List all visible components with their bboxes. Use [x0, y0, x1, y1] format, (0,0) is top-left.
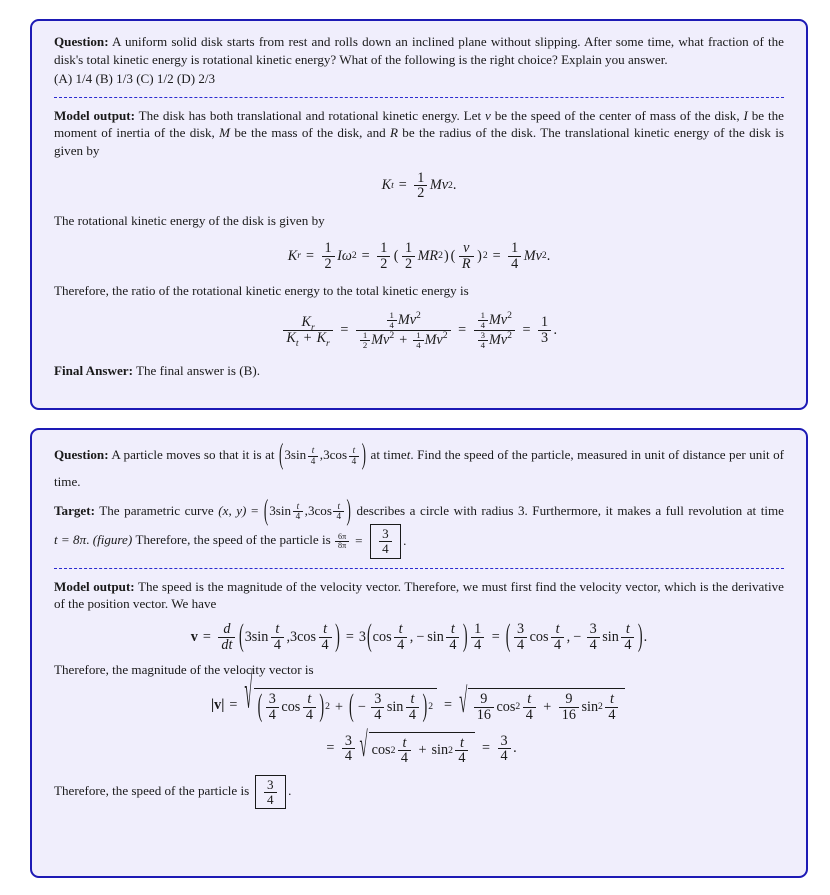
mag2-sin-t: t	[459, 734, 464, 751]
target-figure-note: (figure)	[92, 532, 133, 548]
vel-t-1: t	[275, 620, 280, 637]
t-frac-1-den: 4	[293, 511, 304, 522]
model-output-block-2	[54, 578, 784, 613]
question-block-1	[54, 33, 784, 68]
model-output-text-3: Therefore, the ratio of the rotational kinetic energy to the total kinetic energy is	[54, 283, 469, 299]
model-output-text-2a: The speed is the magnitude of the velocity vector. Therefore, we must first find the velocity vector, which is the derivative of the position vector. We have	[54, 578, 784, 612]
model-output-text-2b: Therefore, the magnitude of the velocity vector is	[54, 662, 314, 678]
q-frac-1-den: 4	[308, 456, 319, 467]
target-equals: =	[250, 502, 259, 518]
mag-sin-b: sin	[386, 698, 404, 715]
ratio-right-num-frac	[478, 311, 488, 330]
vel-paren-open-1: (	[238, 618, 244, 655]
kr-eq2: =	[361, 247, 370, 264]
vel-34b-den: 4	[587, 637, 600, 653]
var-M: M	[219, 125, 231, 141]
vel-minus-2: −	[573, 628, 582, 645]
kr-paren-close-2: )	[477, 247, 482, 264]
var-I: I	[743, 107, 748, 123]
mag-a-4: 4	[303, 707, 316, 723]
kr-f1-den: 2	[322, 256, 335, 272]
ratio-mid-den-f2-den: 4	[413, 340, 423, 350]
vel-onefour-den: 4	[471, 637, 484, 653]
final-boxed-num: 3	[267, 777, 274, 793]
equation-kt: K t = $\frac{1}{2}$ Mv 2 .	[381, 169, 457, 202]
ratio-mid-den	[356, 330, 451, 350]
equation-magnitude-line2	[54, 726, 784, 767]
vel-34b-num: 3	[589, 620, 597, 637]
mag2-sin-4: 4	[455, 750, 468, 766]
ratio-den-sub1: t	[295, 338, 299, 350]
mag2-34-num: 3	[344, 732, 352, 749]
target-xy: (x, y)	[218, 502, 247, 518]
ratio-num-K: K	[301, 314, 311, 331]
vel-4-2: 4	[319, 637, 332, 653]
kr-frac-1	[322, 241, 335, 272]
final-speed-text: Therefore, the speed of the particle is	[54, 783, 250, 799]
kr-f1-num: 1	[324, 239, 332, 256]
vel-cos-1: cos	[297, 628, 316, 645]
mag-sqrt-1: √ ( $\frac{3}{4}$ cos $\frac{t}{4}$ ) 2 + ( − $\frac{3}{4}$ sin $\frac{t}{4}$ ) 2	[244, 688, 437, 723]
mag2-sin: sin	[431, 742, 449, 759]
vel-c3b: 3	[289, 628, 298, 645]
ratio-mid-den-b2-exp: 2	[442, 330, 448, 342]
q-frac-1	[308, 446, 319, 466]
mag2-eq: =	[481, 740, 490, 757]
ratio-lhs-fraction	[283, 314, 332, 350]
vel-t-5: t	[555, 620, 560, 637]
t-coef-1: 3	[269, 502, 276, 518]
ratio-mid-num-body: Mv	[397, 311, 417, 328]
vel-34a-num: 3	[516, 620, 525, 637]
ratio-right-fraction	[474, 311, 515, 351]
ratio-mid-num-frac	[387, 311, 397, 330]
ratio-num-sub: r	[310, 322, 315, 334]
target-speed-num: 6π	[338, 531, 347, 541]
vel-paren-close-1: )	[335, 618, 340, 655]
mag2-period: .	[513, 740, 517, 757]
q-comma: ,	[319, 447, 324, 462]
vel-comma-3: ,	[566, 628, 571, 645]
mag-frac-dt	[605, 692, 618, 723]
kt-equals: =	[398, 177, 407, 194]
ratio-mid-den-f1-den: 2	[360, 340, 370, 350]
question-point-expr	[278, 436, 367, 471]
ratio-right-den-f-den: 4	[478, 340, 488, 350]
mag-cos-c: cos	[496, 698, 516, 715]
kt-period: .	[452, 177, 457, 194]
example-card-2	[30, 428, 808, 878]
t-comma: ,	[304, 502, 308, 518]
vel-cos-2: cos	[372, 628, 392, 645]
vel-4-4: 4	[446, 637, 459, 653]
mag2-res-num: 3	[500, 732, 508, 749]
vel-frac-t4-1	[271, 622, 284, 653]
mag2-result-fraction	[498, 734, 511, 765]
target-speed-den: 8π	[335, 541, 349, 550]
vel-d: d	[223, 620, 231, 637]
vel-frac-t4-4	[446, 622, 459, 653]
radical-icon-2: √	[459, 682, 468, 721]
ratio-final-fraction	[538, 315, 551, 346]
target-t-value: t = 8π	[54, 532, 87, 548]
question-label-2: Question:	[54, 447, 109, 462]
kr-frac-4	[508, 241, 521, 272]
vel-period: .	[643, 628, 648, 645]
target-point-expr	[263, 492, 352, 526]
equation-ratio	[54, 311, 784, 351]
mag2-res-den: 4	[498, 748, 511, 764]
t-frac-1-num: t	[296, 500, 300, 511]
mag-paren-close-1: )	[319, 688, 325, 725]
mag-b-t: t	[410, 691, 415, 708]
kr-frac-vR	[459, 241, 474, 272]
ratio-final-num: 1	[540, 314, 549, 331]
ratio-middle-fraction	[356, 311, 451, 351]
kr-frac-2	[377, 241, 390, 272]
vel-comma-2: ,	[409, 628, 414, 645]
q-paren-close: )	[361, 436, 367, 471]
mag-b-4: 4	[406, 707, 419, 723]
kr-eq1: =	[305, 247, 314, 264]
vel-cos-3: cos	[529, 628, 549, 645]
mag-frac-d	[559, 692, 579, 723]
vel-frac-t4-2	[319, 622, 332, 653]
vel-t-2: t	[323, 620, 328, 637]
ratio-mid-den-b1: Mv	[371, 332, 390, 349]
target-block	[54, 492, 784, 559]
model-output-label-2: Model output:	[54, 578, 135, 594]
vel-paren-close-2: )	[462, 618, 468, 655]
ratio-den-K2: K	[316, 330, 327, 347]
vel-frac-t4-6	[621, 622, 634, 653]
vel-t-6: t	[625, 620, 630, 637]
ratio-right-den	[474, 330, 515, 350]
mag2-cos: cos	[371, 742, 391, 759]
model-output-text-1a: The disk has both translational and rotational kinetic energy. Let	[138, 107, 482, 123]
vel-sin-2: sin	[427, 628, 444, 645]
section-separator-2	[54, 568, 784, 569]
vel-frac-t4-3	[394, 622, 407, 653]
mag-cos-a: cos	[281, 698, 301, 715]
mag-sqrt-2: √ $\frac{9}{16}$ cos 2 $\frac{t}{4}$ + $\frac{9}{16}$ sin 2 $\frac{t}{4}$	[459, 688, 625, 723]
vel-paren-open-2: (	[366, 618, 372, 655]
vel-4-6: 4	[621, 637, 634, 653]
final-boxed-fraction	[264, 778, 277, 806]
ratio-right-den-exp: 2	[507, 330, 512, 342]
mag-paren-open-1: (	[257, 688, 263, 725]
kr-f4-num: 1	[511, 239, 519, 256]
vel-eq2: =	[345, 628, 354, 645]
question-choices-1: (A) 1/4 (B) 1/3 (C) 1/2 (D) 2/3	[54, 71, 216, 87]
q-coef-1: 3	[284, 447, 291, 462]
ratio-mid-den-f2	[413, 331, 423, 350]
ratio-mid-num-exp: 2	[416, 310, 421, 322]
radical-icon-3: √	[359, 726, 368, 764]
kr-t2-body: MR	[417, 247, 439, 264]
q-frac-2	[349, 446, 360, 466]
ratio-right-num	[474, 311, 515, 330]
t-sin: sin	[275, 502, 292, 518]
t-frac-1	[293, 502, 304, 522]
mag2-plus: +	[418, 742, 427, 759]
vel-sin-1: sin	[251, 628, 269, 645]
kr-paren-open-2: (	[450, 247, 456, 264]
ratio-den-plus: +	[303, 330, 312, 347]
kr-frac-3	[402, 241, 415, 272]
mag-b-den: 4	[371, 707, 384, 723]
model-output-text-1e: be the radius of the disk. The translational kinetic energy of the disk is given by	[54, 125, 784, 159]
ratio-right-num-body: Mv	[488, 311, 508, 328]
mag-d-den: 16	[559, 707, 579, 723]
vel-minus-1: −	[416, 628, 425, 645]
q-coef-2: 3	[323, 447, 330, 462]
kt-fraction	[414, 171, 427, 202]
kr-vR-den: R	[459, 256, 474, 272]
mag-c-num: 9	[480, 691, 488, 708]
q-frac-2-num: t	[352, 444, 356, 455]
mag-frac-at	[303, 692, 316, 723]
mag-c-den: 16	[474, 707, 494, 723]
var-R: R	[389, 125, 398, 141]
t-frac-2	[333, 502, 344, 522]
mag-frac-ct	[523, 692, 536, 723]
kr-period: .	[546, 247, 551, 264]
ratio-right-den-body: Mv	[488, 332, 508, 349]
ratio-mid-den-b2: Mv	[424, 332, 443, 349]
mag2-cos-4: 4	[398, 750, 411, 766]
target-boxed-den: 4	[379, 541, 392, 556]
kr-f3-num: 1	[405, 239, 413, 256]
final-answer-text-1: The final answer is (B).	[135, 362, 260, 378]
kr-f4-den: 4	[508, 256, 521, 272]
t-paren-open: (	[263, 492, 269, 526]
model-output-text-1b: be the speed of the center of mass of the disk,	[494, 107, 740, 123]
vel-ddt	[218, 622, 235, 653]
mag-d-num: 9	[565, 691, 573, 708]
model-output-label-1: Model output:	[54, 107, 135, 123]
kt-frac-den: 2	[414, 185, 427, 201]
mag-lhs: |v|	[211, 696, 225, 713]
mag-frac-b	[371, 692, 384, 723]
vel-frac-34a	[514, 622, 527, 653]
vel-4-5: 4	[551, 637, 564, 653]
final-answer-line-1	[54, 362, 784, 380]
model-output-text-1d: be the mass of the disk, and	[234, 125, 386, 141]
final-answer-label-1: Final Answer:	[54, 362, 133, 378]
kr-f2-den: 2	[377, 256, 390, 272]
equation-velocity	[54, 618, 784, 655]
target-period-2: .	[403, 532, 407, 548]
mag-paren-open-2: (	[348, 688, 354, 725]
target-boxed-answer	[370, 524, 402, 558]
q-paren-open: (	[279, 436, 284, 471]
kr-t4: Mv	[523, 247, 542, 264]
kr-vR-num: v	[463, 239, 470, 256]
t-frac-2-den: 4	[333, 511, 344, 522]
mag2-frac-sin-t	[455, 736, 468, 767]
kr-paren-open-1: (	[393, 247, 399, 264]
mag2-frac-cos-t	[398, 736, 411, 767]
mag-eq2: =	[444, 696, 453, 713]
mag-plus-1: +	[334, 698, 343, 715]
mag-c-4: 4	[523, 707, 536, 723]
q-frac-2-den: 4	[349, 456, 360, 467]
vel-three: 3	[358, 628, 366, 645]
ratio-mid-num-f-num: 1	[389, 309, 394, 320]
ratio-right-num-f-num: 1	[480, 309, 485, 320]
question-block-2	[54, 436, 784, 496]
ratio-right-num-f-den: 4	[478, 320, 488, 330]
vel-34a-den: 4	[514, 637, 527, 653]
vel-paren-open-3: (	[505, 618, 511, 655]
target-period-1: .	[86, 532, 90, 548]
var-v: v	[485, 107, 491, 123]
kt-frac-num: 1	[417, 169, 425, 186]
final-speed-line	[54, 775, 784, 809]
mag-b-num: 3	[374, 691, 382, 708]
vel-4-1: 4	[271, 637, 284, 653]
model-output-text-1c: be the moment of inertia of the disk,	[54, 107, 784, 141]
ratio-den-K1: K	[286, 330, 296, 347]
example-card-1	[30, 19, 808, 410]
vel-paren-close-3: )	[637, 618, 643, 655]
vel-eq3: =	[491, 628, 500, 645]
mag-a-den: 4	[266, 707, 279, 723]
vel-c3a: 3	[244, 628, 252, 645]
t-cos: cos	[314, 502, 332, 518]
vel-frac-34b	[587, 622, 600, 653]
vel-4-3: 4	[394, 637, 407, 653]
kr-paren-close-1: )	[443, 247, 449, 264]
model-output-block-1	[54, 107, 784, 160]
kr-f2-num: 1	[380, 239, 388, 256]
question-text-2b: at time	[370, 447, 407, 462]
t-paren-close: )	[346, 492, 351, 526]
final-speed-period: .	[288, 783, 292, 799]
target-text-b: describes a circle with radius 3. Furthermore, it makes a full revolution at time	[356, 502, 784, 518]
ratio-period: .	[553, 322, 558, 339]
question-var-t: t	[406, 447, 411, 462]
vel-eq1: =	[202, 628, 211, 645]
ratio-mid-num	[356, 311, 451, 330]
vel-dt: dt	[218, 637, 235, 653]
ratio-mid-den-b1-exp: 2	[389, 330, 395, 342]
mag2-cos-t: t	[402, 734, 407, 751]
t-frac-2-num: t	[337, 500, 341, 511]
mag-paren-close-2: )	[422, 688, 428, 725]
mag-d-t: t	[609, 691, 614, 708]
vel-frac-onefour	[471, 622, 484, 653]
final-boxed-answer	[255, 775, 287, 809]
mag-eq1: =	[229, 696, 238, 713]
ratio-eq2: =	[458, 322, 467, 339]
q-cos: cos	[329, 447, 348, 462]
ratio-lhs-num	[283, 314, 332, 334]
section-separator-1	[54, 97, 784, 98]
mag2-34-den: 4	[342, 748, 355, 764]
ratio-lhs-den	[283, 330, 332, 350]
ratio-right-den-f-num: 3	[480, 330, 485, 341]
mag-frac-c	[474, 692, 494, 723]
kr-t1: Iω	[337, 247, 352, 264]
ratio-eq1: =	[340, 322, 349, 339]
ratio-mid-den-f2-num: 1	[416, 330, 421, 341]
question-text-2c: . Find the speed of the particle, measured in unit of distance per unit of time.	[54, 447, 784, 489]
mag-a-num: 3	[268, 691, 276, 708]
mag-frac-a	[266, 692, 279, 723]
ratio-eq3: =	[522, 322, 531, 339]
mag-minus: −	[357, 698, 366, 715]
vel-t-3: t	[398, 620, 403, 637]
vel-frac-t4-5	[551, 622, 564, 653]
kr-K: K	[287, 247, 298, 264]
mag-plus-2: +	[543, 698, 552, 715]
model-output-text-2: The rotational kinetic energy of the disk is given by	[54, 213, 325, 229]
radical-icon: √	[244, 666, 253, 720]
mag-sin-d: sin	[581, 698, 599, 715]
mag2-frac-34	[342, 734, 355, 765]
kt-body: Mv	[429, 177, 448, 194]
ratio-den-sub2: r	[326, 338, 330, 350]
question-text-2a: A particle moves so that it is at	[111, 447, 275, 462]
vel-sin-3: sin	[602, 628, 619, 645]
ratio-right-den-frac	[478, 331, 488, 350]
target-text-a: The parametric curve	[99, 502, 214, 518]
question-text-1: A uniform solid disk starts from rest and rolls down an inclined plane without slipping. After some time, what fraction of the disk's total kinetic energy is rotational kinetic energy? What of the following is the right choice? Explain you answer.	[54, 34, 784, 67]
ratio-right-num-exp: 2	[507, 310, 512, 322]
vel-comma-1: ,	[286, 628, 290, 645]
q-frac-1-num: t	[311, 444, 315, 455]
ratio-mid-den-f1-num: 1	[362, 330, 368, 341]
mag2-eq-lead: =	[326, 740, 335, 757]
t-coef-2: 3	[307, 502, 315, 518]
target-speed-eq: =	[355, 532, 363, 548]
q-sin: sin	[290, 447, 307, 462]
kr-eq3: =	[492, 247, 501, 264]
equation-kr: K r = $\frac{1}{2}$ Iω 2 = $\frac{1}{2}$ ( $\frac{1}{2}$ MR 2 ) ( $\frac{v}{R}$ ) 2 = $\frac{1}{4}$ Mv 2 .	[287, 239, 551, 272]
target-boxed-fraction	[379, 527, 392, 555]
final-boxed-den: 4	[264, 792, 277, 807]
mag-frac-bt	[406, 692, 419, 723]
target-boxed-num: 3	[382, 526, 389, 542]
mag-d-4: 4	[605, 707, 618, 723]
kt-K: K	[381, 177, 392, 194]
mag-c-t: t	[527, 691, 532, 708]
ratio-mid-den-f1	[360, 331, 370, 350]
target-text-c: Therefore, the speed of the particle is	[135, 532, 331, 548]
ratio-final-den: 3	[538, 330, 551, 346]
target-label: Target:	[54, 502, 95, 518]
question-label-1: Question:	[54, 34, 109, 49]
vel-t-4: t	[450, 620, 455, 637]
mag2-sqrt: √ cos 2 $\frac{t}{4}$ + sin 2 $\frac{t}{4}$	[359, 732, 475, 767]
ratio-mid-den-plus: +	[399, 332, 408, 349]
vel-v: v	[190, 628, 198, 645]
kr-f3-den: 2	[402, 256, 415, 272]
vel-onefour-num: 1	[474, 620, 482, 637]
mag-a-t: t	[307, 691, 312, 708]
ratio-mid-num-f-den: 4	[387, 320, 397, 330]
